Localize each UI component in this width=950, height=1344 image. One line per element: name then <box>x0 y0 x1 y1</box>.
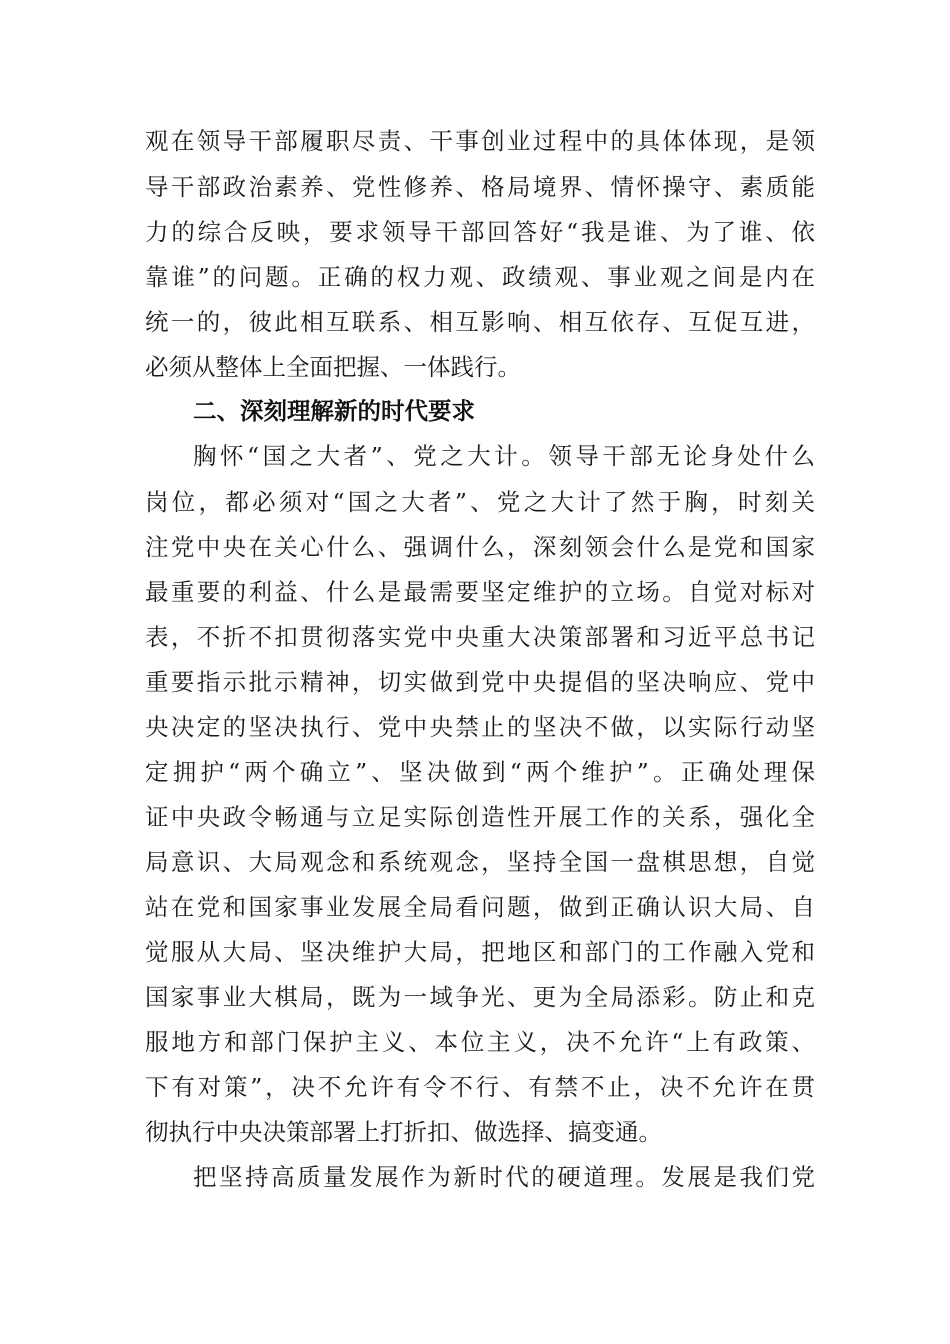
paragraph-2-line-16: 彻执行中央决策部署上打折扣、做选择、搞变通。 <box>145 1118 662 1146</box>
paragraph-2-line-12: 觉服从大局、坚决维护大局，把地区和部门的工作融入党和 <box>145 938 815 966</box>
paragraph-2-line-1: 胸怀“国之大者”、党之大计。领导干部无论身处什么 <box>193 442 815 470</box>
paragraph-2-line-15: 下有对策”，决不允许有令不行、有禁不止，决不允许在贯 <box>145 1073 815 1101</box>
paragraph-2-line-8: 定拥护“两个确立”、坚决做到“两个维护”。正确处理保 <box>145 758 815 786</box>
paragraph-2-line-6: 重要指示批示精神，切实做到党中央提倡的坚决响应、党中 <box>145 668 815 696</box>
paragraph-1-line-5: 统一的，彼此相互联系、相互影响、相互依存、互促互进， <box>145 308 815 336</box>
paragraph-2-line-13: 国家事业大棋局，既为一域争光、更为全局添彩。防止和克 <box>145 983 815 1011</box>
paragraph-2-line-2: 岗位，都必须对“国之大者”、党之大计了然于胸，时刻关 <box>145 488 815 516</box>
paragraph-2-line-14: 服地方和部门保护主义、本位主义，决不允许“上有政策、 <box>145 1028 815 1056</box>
paragraph-2-line-4: 最重要的利益、什么是最需要坚定维护的立场。自觉对标对 <box>145 578 815 606</box>
paragraph-1-line-2: 导干部政治素养、党性修养、格局境界、情怀操守、素质能 <box>145 173 815 201</box>
paragraph-2-line-11: 站在党和国家事业发展全局看问题，做到正确认识大局、自 <box>145 893 815 921</box>
paragraph-2-line-5: 表，不折不扣贯彻落实党中央重大决策部署和习近平总书记 <box>145 623 815 651</box>
paragraph-2-line-3: 注党中央在关心什么、强调什么，深刻领会什么是党和国家 <box>145 533 815 561</box>
paragraph-2-line-9: 证中央政令畅通与立足实际创造性开展工作的关系，强化全 <box>145 803 815 831</box>
paragraph-2-line-10: 局意识、大局观念和系统观念，坚持全国一盘棋思想，自觉 <box>145 848 815 876</box>
paragraph-1-line-6: 必须从整体上全面把握、一体践行。 <box>145 353 521 381</box>
paragraph-2-line-7: 央决定的坚决执行、党中央禁止的坚决不做，以实际行动坚 <box>145 713 815 741</box>
paragraph-1-line-4: 靠谁”的问题。正确的权力观、政绩观、事业观之间是内在 <box>145 263 815 291</box>
section-heading: 二、深刻理解新的时代要求 <box>193 397 475 425</box>
paragraph-3-line-1: 把坚持高质量发展作为新时代的硬道理。发展是我们党 <box>193 1163 815 1191</box>
paragraph-1-line-3: 力的综合反映，要求领导干部回答好“我是谁、为了谁、依 <box>145 218 815 246</box>
paragraph-1-line-1: 观在领导干部履职尽责、干事创业过程中的具体体现，是领 <box>145 127 815 155</box>
